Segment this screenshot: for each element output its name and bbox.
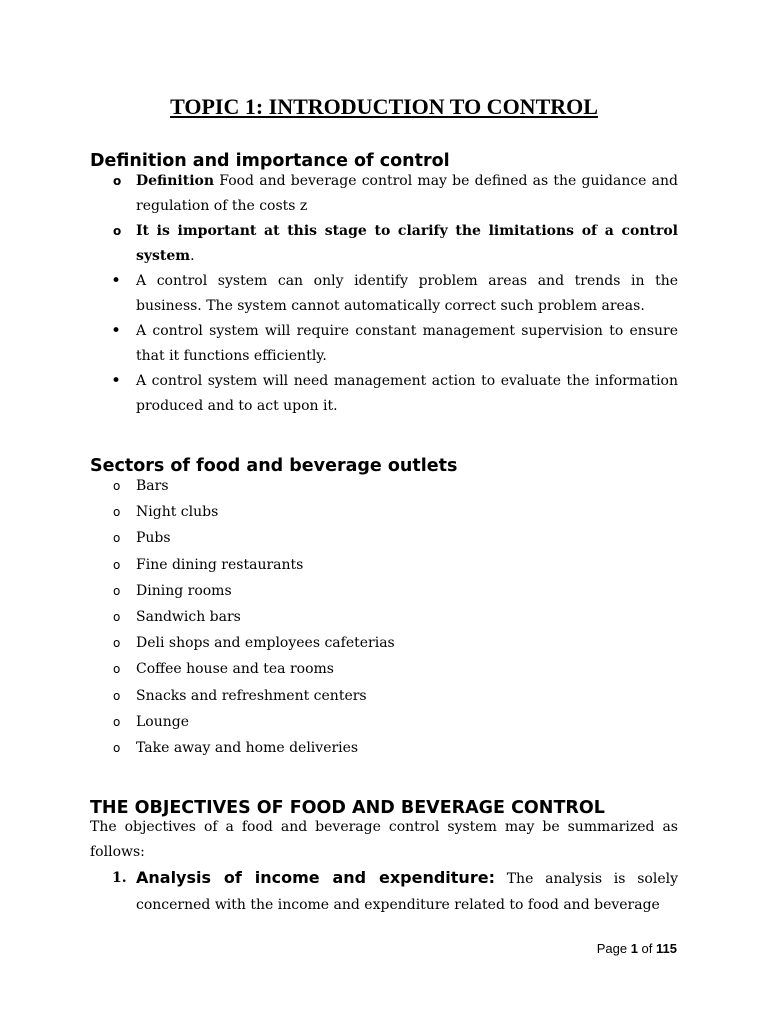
list-item — [90, 605, 678, 630]
item-text: Snacks and refreshment centers — [136, 687, 367, 704]
item-bold-lead: Analysis of income and expenditure — [136, 868, 489, 887]
circle-bullet-icon: o — [113, 740, 121, 755]
section-heading-sectors: Sectors of food and beverage outlets — [90, 456, 458, 476]
list-item — [90, 474, 678, 499]
page-title: TOPIC 1: INTRODUCTION TO CONTROL — [170, 94, 598, 119]
list-item — [90, 865, 678, 918]
list-item — [90, 657, 678, 682]
page-footer — [597, 941, 677, 956]
list-item — [90, 219, 678, 269]
circle-bullet-icon: o — [113, 174, 122, 188]
item-text: Pubs — [136, 530, 171, 547]
circle-bullet-icon: o — [113, 662, 121, 677]
list-item — [90, 169, 678, 219]
list-item — [90, 500, 678, 525]
item-text: Lounge — [136, 713, 190, 730]
circle-bullet-icon: o — [113, 479, 121, 493]
circle-bullet-icon: o — [113, 688, 121, 703]
sectors-list — [90, 474, 678, 762]
objectives-intro: The objectives of a food and beverage control system may be summarized as follows: — [90, 819, 678, 860]
list-item — [90, 684, 678, 709]
list-item — [90, 579, 678, 604]
circle-bullet-icon: o — [113, 636, 121, 651]
list-item — [90, 736, 678, 761]
bullet-icon: • — [111, 321, 122, 341]
item-text: A control system can only identify problem areas and trends in the business. The system cannot automatically correct such problem areas. — [136, 273, 678, 314]
circle-bullet-icon: o — [113, 224, 122, 238]
item-text: . — [190, 248, 195, 264]
circle-bullet-icon: o — [113, 557, 121, 572]
item-text: Coffee house and tea rooms — [136, 661, 334, 678]
of-label: of — [637, 941, 657, 956]
item-text: Dining rooms — [136, 582, 232, 599]
item-text: A control system will need management action to evaluate the information produced and to act upon it. — [136, 373, 678, 414]
item-text: Fine dining restaurants — [136, 556, 304, 573]
circle-bullet-icon: o — [113, 505, 121, 520]
circle-bullet-icon: o — [113, 609, 121, 624]
item-text: Food and beverage control may be defined as the guidance and regulation of the costs z — [136, 173, 678, 214]
definition-list — [90, 169, 678, 419]
item-text: Deli shops and employees cafeterias — [136, 635, 395, 652]
item-text: Take away and home deliveries — [136, 739, 359, 756]
section-heading-objectives: THE OBJECTIVES OF FOOD AND BEVERAGE CONTROL — [90, 798, 605, 818]
bullet-icon: • — [111, 271, 122, 291]
item-text: A control system will require constant management supervision to ensure that it functions efficiently. — [136, 323, 678, 364]
item-text: The analysis is solely concerned with the income and expenditure related to food and beverage — [136, 871, 678, 913]
item-bold-lead: It is important at this stage to clarify the limitations of a control system — [136, 223, 678, 264]
list-item — [90, 631, 678, 656]
item-text: Sandwich bars — [136, 608, 241, 625]
bullet-icon: • — [111, 371, 122, 391]
list-item — [90, 269, 678, 319]
page-number: 1 — [630, 941, 638, 956]
item-colon: : — [488, 868, 495, 887]
list-item — [90, 526, 678, 551]
list-item — [90, 319, 678, 369]
objectives-list — [90, 865, 678, 918]
total-pages: 115 — [656, 941, 677, 956]
list-item — [90, 553, 678, 578]
item-text: Night clubs — [136, 504, 219, 521]
circle-bullet-icon: o — [113, 714, 121, 729]
list-item — [90, 710, 678, 735]
page-label: Page — [596, 941, 631, 956]
item-text: Bars — [136, 478, 169, 494]
item-bold-lead: Definition — [136, 173, 215, 189]
section-heading-definition: Definition and importance of control — [90, 151, 450, 171]
circle-bullet-icon: o — [113, 583, 121, 598]
circle-bullet-icon: o — [113, 531, 121, 546]
item-number: 1. — [112, 870, 127, 886]
list-item — [90, 369, 678, 419]
